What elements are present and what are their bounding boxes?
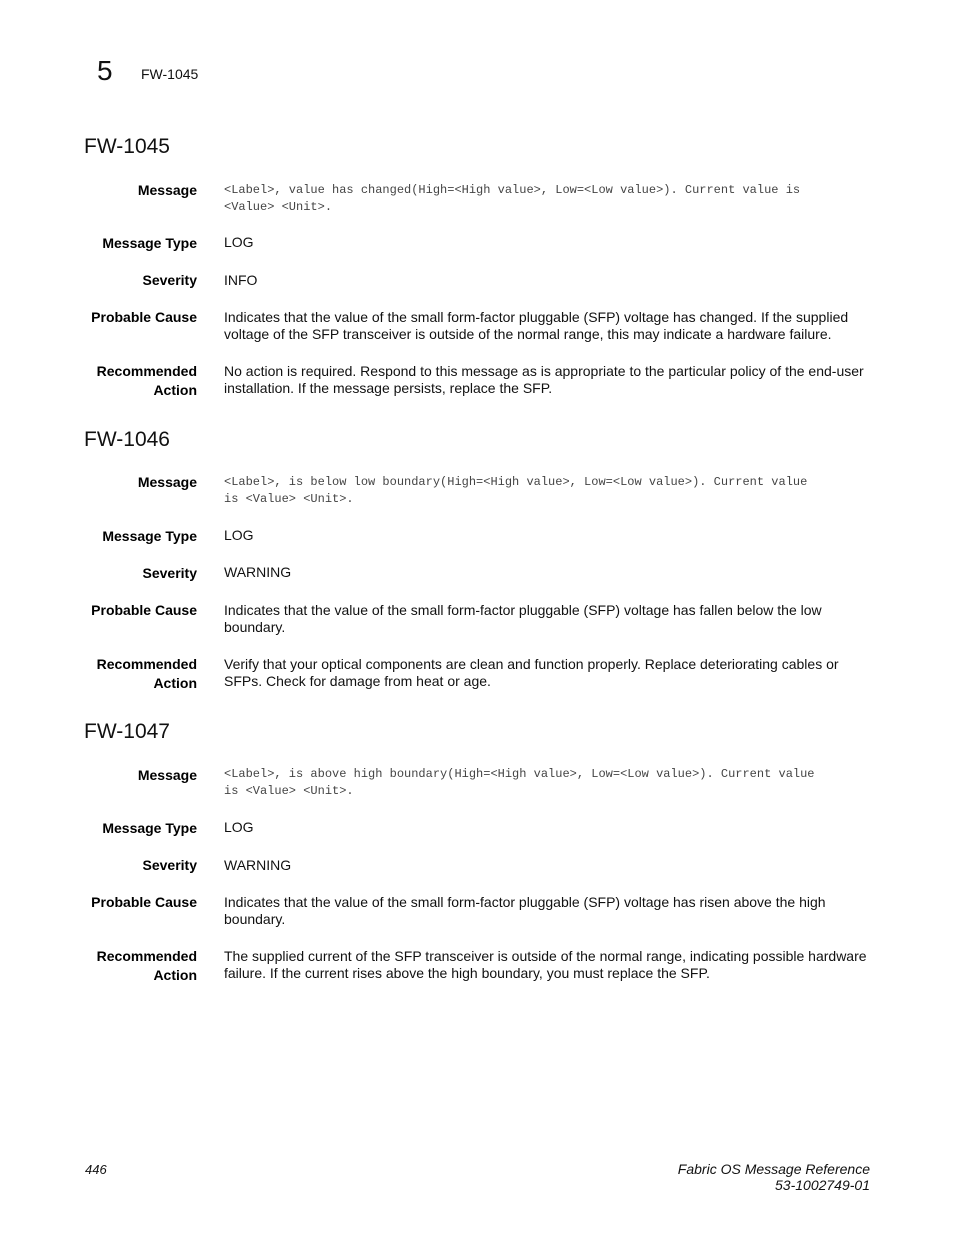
footer-document-info bbox=[678, 1161, 870, 1193]
text-line: installation. If the message persists, replace the SFP. bbox=[224, 380, 553, 396]
text-line: boundary. bbox=[224, 619, 286, 635]
label-line: Recommended bbox=[96, 948, 197, 964]
text-line: failure. If the current rises above the high boundary, you must replace the SFP. bbox=[224, 965, 710, 981]
severity-label: Severity bbox=[142, 565, 197, 581]
message-type-value: LOG bbox=[224, 819, 254, 835]
message-label: Message bbox=[137, 182, 197, 198]
probable-cause-label: Probable Cause bbox=[91, 602, 197, 618]
text-line: SFPs. Check for damage from heat or age. bbox=[224, 673, 491, 689]
text-line: boundary. bbox=[224, 911, 286, 927]
message-line: is <Value> <Unit>. bbox=[224, 492, 354, 506]
text-line: voltage of the SFP transceiver is outside of the normal range, this may indicate a hardware failure. bbox=[224, 326, 832, 342]
message-label: Message bbox=[137, 767, 197, 783]
probable-cause-value bbox=[224, 309, 874, 343]
severity-label: Severity bbox=[142, 857, 197, 873]
text-line: Verify that your optical components are clean and function properly. Replace deteriorating cables or bbox=[224, 656, 839, 672]
page-number: 446 bbox=[85, 1162, 107, 1177]
probable-cause-label: Probable Cause bbox=[91, 894, 197, 910]
label-line: Action bbox=[153, 382, 197, 398]
message-type-value: LOG bbox=[224, 527, 254, 543]
message-line: <Label>, value has changed(High=<High value>, Low=<Low value>). Current value is bbox=[224, 183, 801, 197]
recommended-action-value bbox=[224, 656, 874, 690]
probable-cause-value bbox=[224, 894, 874, 928]
message-type-value: LOG bbox=[224, 234, 254, 250]
message-type-label: Message Type bbox=[102, 820, 197, 836]
message-line: is <Value> <Unit>. bbox=[224, 784, 354, 798]
entry-title: FW-1046 bbox=[84, 428, 170, 451]
message-line: <Value> <Unit>. bbox=[224, 200, 333, 214]
message-value bbox=[224, 474, 874, 508]
label-line: Action bbox=[153, 675, 197, 691]
text-line: Indicates that the value of the small form-factor pluggable (SFP) voltage has risen above the high bbox=[224, 894, 826, 910]
document-number: 53-1002749-01 bbox=[775, 1177, 870, 1193]
recommended-action-label bbox=[47, 947, 197, 985]
message-value bbox=[224, 182, 874, 216]
label-line: Action bbox=[153, 967, 197, 983]
recommended-action-value bbox=[224, 948, 874, 982]
probable-cause-value bbox=[224, 602, 874, 636]
message-line: <Label>, is below low boundary(High=<High value>, Low=<Low value>). Current value bbox=[224, 475, 808, 489]
message-value bbox=[224, 766, 874, 800]
message-line: <Label>, is above high boundary(High=<High value>, Low=<Low value>). Current value bbox=[224, 767, 815, 781]
severity-label: Severity bbox=[142, 272, 197, 288]
recommended-action-label bbox=[47, 655, 197, 693]
chapter-number: 5 bbox=[97, 55, 113, 86]
message-label: Message bbox=[137, 474, 197, 490]
entry-title: FW-1045 bbox=[84, 135, 170, 158]
recommended-action-label bbox=[47, 362, 197, 400]
label-line: Recommended bbox=[96, 363, 197, 379]
severity-value: INFO bbox=[224, 272, 258, 288]
text-line: Indicates that the value of the small form-factor pluggable (SFP) voltage has changed. If the supplied bbox=[224, 309, 849, 325]
severity-value: WARNING bbox=[224, 564, 292, 580]
severity-value: WARNING bbox=[224, 857, 292, 873]
probable-cause-label: Probable Cause bbox=[91, 309, 197, 325]
text-line: The supplied current of the SFP transceiver is outside of the normal range, indicating possible hardware bbox=[224, 948, 867, 964]
text-line: Indicates that the value of the small form-factor pluggable (SFP) voltage has fallen below the low bbox=[224, 602, 822, 618]
message-type-label: Message Type bbox=[102, 528, 197, 544]
entry-title: FW-1047 bbox=[84, 720, 170, 743]
recommended-action-value bbox=[224, 363, 874, 397]
message-type-label: Message Type bbox=[102, 235, 197, 251]
label-line: Recommended bbox=[96, 656, 197, 672]
document-title: Fabric OS Message Reference bbox=[677, 1161, 870, 1177]
text-line: No action is required. Respond to this message as is appropriate to the particular policy of the end-user bbox=[224, 363, 864, 379]
running-head: FW-1045 bbox=[141, 66, 199, 82]
